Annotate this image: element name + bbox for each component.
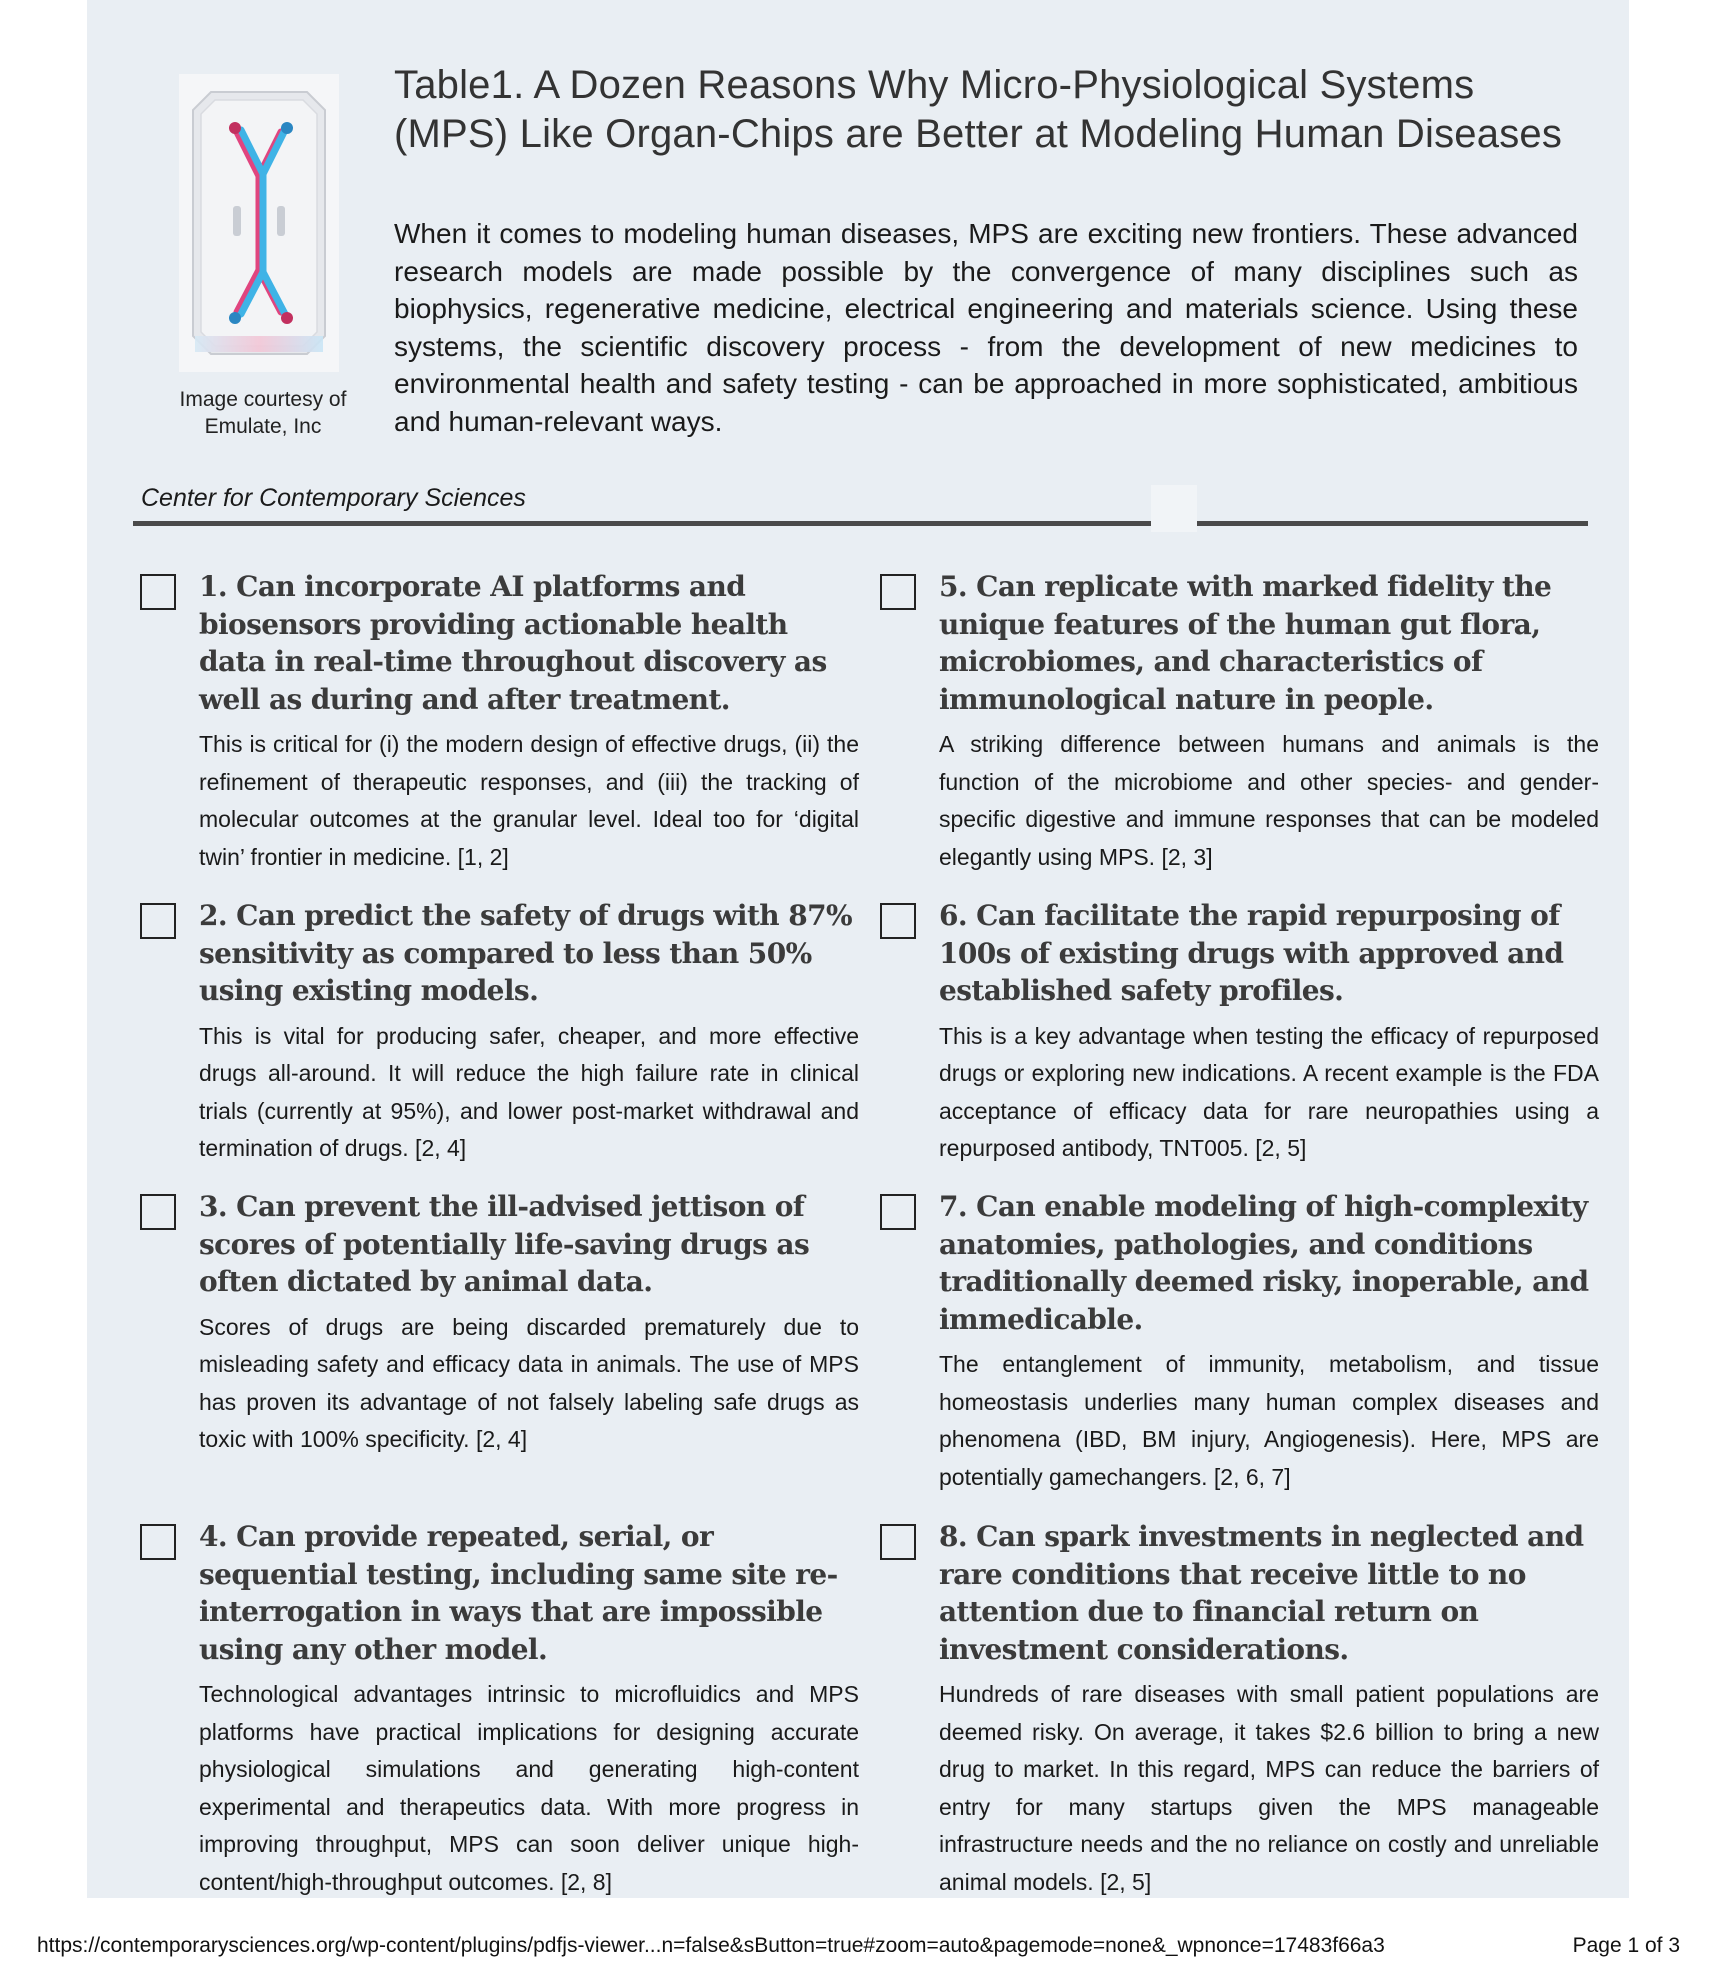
reason-body: Technological advantages intrinsic to microfluidics and MPS platforms have practical implications for designing accurate physiological simulations and generating high-content experimental and therapeutics data. With more progress in improving throughput, MPS can soon deliver unique high-content/high-throughput outcomes. [2, 8]	[199, 1681, 859, 1895]
reason-item-3	[199, 1188, 859, 1459]
reason-checkbox[interactable]	[140, 1194, 176, 1230]
reason-heading: 2. Can predict the safety of drugs with 87% sensitivity as compared to less than 50% using existing models.	[199, 899, 852, 1007]
reason-item-1	[199, 568, 859, 876]
reason-body: This is vital for producing safer, cheaper, and more effective drugs all-around. It will reduce the high failure rate in clinical trials (currently at 95%), and lower post-market withdrawal and termination of drugs. [2, 4]	[199, 1022, 859, 1161]
reason-heading: 6. Can facilitate the rapid repurposing of 100s of existing drugs with approved and established safety profiles.	[939, 899, 1564, 1007]
reason-item-5	[939, 568, 1599, 876]
reason-heading: 5. Can replicate with marked fidelity the unique features of the human gut flora, microbiomes, and characteristics of immunological nature in people.	[939, 570, 1552, 716]
reason-item-4	[199, 1518, 859, 1898]
intro-paragraph: When it comes to modeling human diseases, MPS are exciting new frontiers. These advanced research models are made possible by the convergence of many disciplines such as biophysics, regenerative medicine, electrical engineering and materials science. Using these systems, the scientific discovery process - from the development of new medicines to environmental health and safety testing - can be approached in more sophisticated, ambitious and human-relevant ways.	[394, 218, 1578, 437]
organization-name: Center for Contemporary Sciences	[141, 484, 526, 512]
reason-heading: 4. Can provide repeated, serial, or sequential testing, including same site re-interrogation in ways that are impossible using any other model.	[199, 1520, 838, 1666]
reason-heading: 8. Can spark investments in neglected and rare conditions that receive little to no attention due to financial return on investment considerations.	[939, 1520, 1584, 1666]
organ-chip-image	[179, 74, 339, 372]
reason-item-7	[939, 1188, 1599, 1496]
reason-body: Scores of drugs are being discarded prematurely due to misleading safety and efficacy data in animals. The use of MPS has proven its advantage of not falsely labeling safe drugs as toxic with 100% specificity. [2, 4]	[199, 1313, 859, 1452]
reason-heading: 3. Can prevent the ill-advised jettison of scores of potentially life-saving drugs as often dictated by animal data.	[199, 1190, 810, 1298]
status-url: https://contemporarysciences.org/wp-content/plugins/pdfjs-viewer...n=false&sButton=true#zoom=auto&pagemode=none&_wpnonce=17483f66a3	[37, 1934, 1385, 1957]
page-indicator: Page 1 of 3	[1572, 1934, 1680, 1957]
reason-checkbox[interactable]	[140, 574, 176, 610]
reason-heading: 1. Can incorporate AI platforms and biosensors providing actionable health data in real-time throughout discovery as well as during and after treatment.	[199, 570, 827, 716]
reason-checkbox[interactable]	[880, 1194, 916, 1230]
reason-body: Hundreds of rare diseases with small patient populations are deemed risky. On average, it takes $2.6 billion to bring a new drug to market. In this regard, MPS can reduce the barriers of entry for many startups given the MPS manageable infrastructure needs and the no reliance on costly and unreliable animal models. [2, 5]	[939, 1681, 1599, 1895]
reason-body: A striking difference between humans and animals is the function of the microbiome and other species- and gender-specific digestive and immune responses that can be modeled elegantly using MPS. [2, 3]	[939, 731, 1599, 870]
reason-body: This is critical for (i) the modern design of effective drugs, (ii) the refinement of therapeutic responses, and (iii) the tracking of molecular outcomes at the granular level. Ideal too for ‘digital twin’ frontier in medicine. [1, 2]	[199, 731, 859, 870]
reason-checkbox[interactable]	[880, 903, 916, 939]
reason-item-8	[939, 1518, 1599, 1898]
document-title: Table1. A Dozen Reasons Why Micro-Physiological Systems (MPS) Like Organ-Chips are Better at Modeling Human Diseases	[394, 63, 1563, 156]
reason-heading: 7. Can enable modeling of high-complexity anatomies, pathologies, and conditions traditionally deemed risky, inoperable, and immedicable.	[939, 1190, 1589, 1336]
reason-checkbox[interactable]	[880, 574, 916, 610]
figure-caption: Image courtesy of Emulate, Inc	[179, 388, 347, 438]
reason-checkbox[interactable]	[140, 1524, 176, 1560]
section-divider	[133, 521, 1588, 526]
reason-item-6	[939, 897, 1599, 1168]
viewer-status-bar	[0, 1898, 1717, 1987]
reason-body: This is a key advantage when testing the efficacy of repurposed drugs or exploring new indications. A recent example is the FDA acceptance of efficacy data for rare neuropathies using a repurposed antibody, TNT005. [2, 5]	[939, 1022, 1599, 1161]
reason-body: The entanglement of immunity, metabolism, and tissue homeostasis underlies many human complex diseases and phenomena (IBD, BM injury, Angiogenesis). Here, MPS are potentially gamechangers. [2, 6, 7]	[939, 1351, 1599, 1490]
divider-highlight	[1151, 485, 1197, 532]
pdf-page	[87, 0, 1629, 1898]
reason-item-2	[199, 897, 859, 1168]
reason-checkbox[interactable]	[140, 903, 176, 939]
reason-checkbox[interactable]	[880, 1524, 916, 1560]
